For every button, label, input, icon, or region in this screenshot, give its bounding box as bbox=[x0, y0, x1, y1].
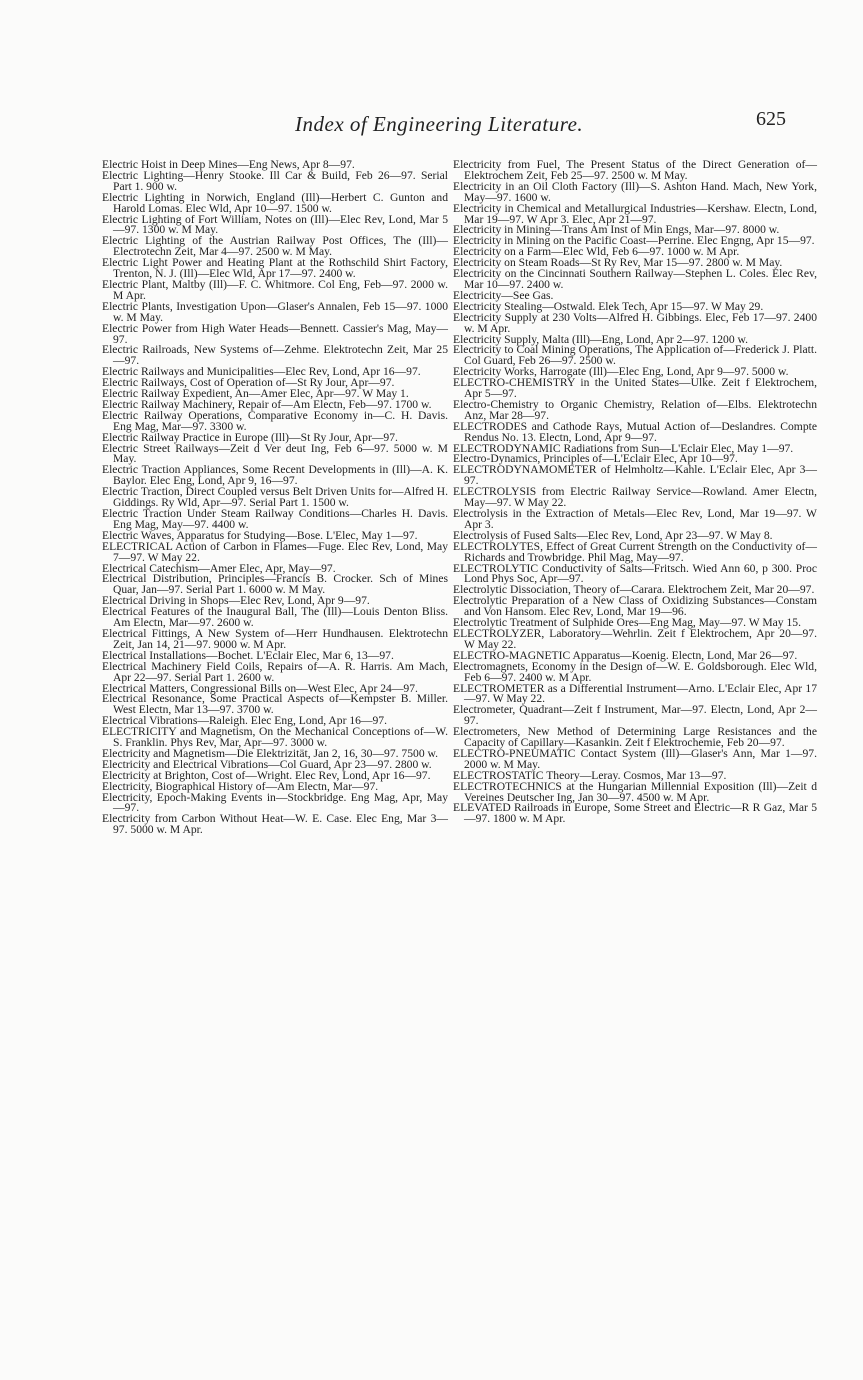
index-entry: ELECTRO-PNEUMATIC Contact System (Ill)—Glaser's Ann, Mar 1—97. 2000 w. M May. bbox=[453, 746, 817, 771]
index-entry: Electrometers, New Method of Determining Large Resistances and the Capacity of Capillary—Kasankin. Zeit f Elektrochemie, Feb 20—97. bbox=[453, 725, 817, 750]
index-entry: Electrical Machinery Field Coils, Repairs of—A. R. Harris. Am Mach, Apr 22—97. Serial Part 1. 2600 w. bbox=[102, 659, 448, 684]
index-entry: Electrometer, Quadrant—Zeit f Instrument, Mar—97. Electn, Lond, Apr 2—97. bbox=[453, 703, 817, 728]
index-entry: Electricity, Epoch-Making Events in—Stockbridge. Eng Mag, Apr, May—97. bbox=[102, 790, 448, 815]
index-entry: Electric Plant, Maltby (Ill)—F. C. Whitmore. Col Eng, Feb—97. 2000 w. M Apr. bbox=[102, 277, 448, 302]
index-entry: ELECTROLYTES, Effect of Great Current Strength on the Conductivity of—Richards and Trowbridge. Phil Mag, May—97. bbox=[453, 539, 817, 564]
running-header-title: Index of Engineering Literature. bbox=[295, 112, 584, 136]
index-entry: Electrical Distribution, Principles—Francis B. Crocker. Sch of Mines Quar, Jan—97. Serial Part 1. 6000 w. M May. bbox=[102, 572, 448, 597]
index-entry: Electricity to Coal Mining Operations, The Application of—Frederick J. Platt. Col Guard, Feb 26—97. 2500 w. bbox=[453, 343, 817, 368]
index-entry: Electrical Installations—Bochet. L'Eclair Elec, Mar 6, 13—97. bbox=[102, 648, 394, 662]
index-entry: ELECTRODES and Cathode Rays, Mutual Action of—Deslandres. Compte Rendus No. 13. Electn, Lond, Apr 9—97. bbox=[453, 419, 817, 444]
index-entry: Electricity in Mining on the Pacific Coast—Perrine. Elec Engng, Apr 15—97. bbox=[453, 234, 815, 248]
index-entry: Electrolysis in the Extraction of Metals—Elec Rev, Lond, Mar 19—97. W Apr 3. bbox=[453, 507, 817, 531]
index-entry: Electricity—See Gas. bbox=[453, 288, 554, 302]
index-entry: ELECTROLYZER, Laboratory—Wehrlin. Zeit f Elektrochem, Apr 20—97. W May 22. bbox=[453, 626, 817, 651]
index-entry: Electricity Works, Harrogate (Ill)—Elec Eng, Lond, Apr 9—97. 5000 w. bbox=[453, 365, 789, 379]
index-entry: Electrical Fittings, A New System of—Herr Hundhausen. Elektrotechn Zeit, Jan 14, 21—97. 9000 w. M Apr. bbox=[102, 626, 448, 651]
index-entry: Electric Traction Under Steam Railway Conditions—Charles H. Davis. Eng Mag, May—97. 4400 w. bbox=[102, 507, 448, 531]
index-entry: Electric Street Railways—Zeit d Ver deut Ing, Feb 6—97. 5000 w. M May. bbox=[102, 441, 448, 466]
index-entry: ELECTROMETER as a Differential Instrument—Arno. L'Eclair Elec, Apr 17—97. W May 22. bbox=[453, 681, 817, 706]
index-entry: Electricity on a Farm—Elec Wld, Feb 6—97. 1000 w. M Apr. bbox=[453, 245, 740, 259]
index-entry: Electric Light Power and Heating Plant at the Rothschild Shirt Factory, Trenton, N. J. (Ill)—Elec Wld, Apr 17—97. 2400 w. bbox=[102, 256, 448, 281]
index-entry: Electricity in Chemical and Metallurgical Industries—Kershaw. Electn, Lond, Mar 19—97. W Apr 3. Elec, Apr 21—97. bbox=[453, 201, 817, 226]
index-entry: Electric Railroads, New Systems of—Zehme. Elektrotechn Zeit, Mar 25—97. bbox=[102, 343, 448, 368]
index-entry: Electric Lighting in Norwich, England (Ill)—Herbert C. Gunton and Harold Lomas. Elec Wld, Apr 10—97. 1500 w. bbox=[102, 190, 448, 215]
index-entry: Electric Lighting of the Austrian Railway Post Offices, The (Ill)—Electrotechn Zeit, Mar 4—97. 2500 w. M May. bbox=[102, 234, 448, 259]
index-entry: Electric Power from High Water Heads—Bennett. Cassier's Mag, May—97. bbox=[102, 321, 448, 346]
index-entry: Electrical Vibrations—Raleigh. Elec Eng, Lond, Apr 16—97. bbox=[102, 714, 388, 728]
index-entry: Electro-Chemistry to Organic Chemistry, Relation of—Elbs. Elektrotechn Anz, Mar 28—97. bbox=[453, 397, 817, 422]
index-entry: Electrical Features of the Inaugural Ball, The (Ill)—Louis Denton Bliss. Am Electn, Mar—97. 2600 w. bbox=[102, 605, 448, 630]
index-entry: ELECTRODYNAMIC Radiations from Sun—L'Eclair Elec, May 1—97. bbox=[453, 441, 794, 455]
index-entry: Electricity in Mining—Trans Am Inst of Min Engs, Mar—97. 8000 w. bbox=[453, 223, 780, 237]
index-entry: Electro-Dynamics, Principles of—L'Eclair Elec, Apr 10—97. bbox=[453, 452, 738, 466]
index-entry: Electric Railway Machinery, Repair of—Am Electn, Feb—97. 1700 w. bbox=[102, 397, 432, 411]
index-entry: Electricity Supply, Malta (Ill)—Eng, Lond, Apr 2—97. 1200 w. bbox=[453, 332, 749, 346]
index-entry: Electrical Resonance, Some Practical Aspects of—Kempster B. Miller. West Electn, Mar 13—97. 3700 w. bbox=[102, 692, 448, 717]
index-entry: Electricity from Carbon Without Heat—W. E. Case. Elec Eng, Mar 3—97. 5000 w. M Apr. bbox=[102, 812, 448, 837]
index-entry: Electricity from Fuel, The Present Status of the Direct Generation of—Elektrochem Zeit, Feb 25—97. 2500 w. M May. bbox=[453, 158, 817, 182]
index-entry: Electricity on Steam Roads—St Ry Rev, Mar 15—97. 2800 w. M May. bbox=[453, 256, 783, 270]
index-entry: Electrical Matters, Congressional Bills on—West Elec, Apr 24—97. bbox=[102, 681, 418, 695]
index-entry: Electricity Stealing—Ostwald. Elek Tech, Apr 15—97. W May 29. bbox=[453, 299, 764, 313]
index-entry: ELECTRO-CHEMISTRY in the United States—Ulke. Zeit f Elektrochem, Apr 5—97. bbox=[453, 376, 817, 401]
index-entry: Electric Railway Expedient, An—Amer Elec, Apr—97. W May 1. bbox=[102, 387, 409, 401]
index-entry: Electrical Driving in Shops—Elec Rev, Lond, Apr 9—97. bbox=[102, 594, 370, 608]
index-entry: Electric Lighting—Henry Stooke. Ill Car & Build, Feb 26—97. Serial Part 1. 900 w. bbox=[102, 168, 448, 193]
index-entry: Electric Plants, Investigation Upon—Glaser's Annalen, Feb 15—97. 1000 w. M May. bbox=[102, 299, 448, 324]
index-entry: Electric Railway Practice in Europe (Ill)—St Ry Jour, Apr—97. bbox=[102, 430, 398, 444]
index-entry: ELECTRICITY and Magnetism, On the Mechanical Conceptions of—W. S. Franklin. Phys Rev, Mar, Apr—97. 3000 w. bbox=[102, 725, 448, 750]
page-number: 625 bbox=[756, 108, 786, 130]
index-entry: ELECTRODYNAMOMETER of Helmholtz—Kahle. L'Eclair Elec, Apr 3—97. bbox=[453, 463, 817, 488]
index-entry: Electric Lighting of Fort William, Notes on (Ill)—Elec Rev, Lond, Mar 5—97. 1300 w. M May. bbox=[102, 212, 448, 237]
index-entry: Electric Traction Appliances, Some Recent Developments in (Ill)—A. K. Baylor. Elec Eng, Lond, Apr 9, 16—97. bbox=[102, 463, 448, 488]
index-entry: Electrical Catechism—Amer Elec, Apr, May—97. bbox=[102, 561, 336, 575]
index-entry: ELECTROLYTIC Conductivity of Salts—Fritsch. Wied Ann 60, p 300. Proc Lond Phys Soc, Apr—97. bbox=[453, 561, 817, 586]
index-entry: ELECTROLYSIS from Electric Railway Service—Rowland. Amer Electn, May—97. W May 22. bbox=[453, 485, 817, 510]
index-entry: Electric Waves, Apparatus for Studying—Bose. L'Elec, May 1—97. bbox=[102, 528, 418, 542]
index-entry: Electric Railways and Municipalities—Elec Rev, Lond, Apr 16—97. bbox=[102, 365, 421, 379]
index-entry: Electromagnets, Economy in the Design of—W. E. Goldsborough. Elec Wld, Feb 6—97. 2400 w. M Apr. bbox=[453, 659, 817, 684]
index-entry: Electrolytic Treatment of Sulphide Ores—Eng Mag, May—97. W May 15. bbox=[453, 616, 801, 630]
index-entry: ELECTROTECHNICS at the Hungarian Millennial Exposition (Ill)—Zeit d Vereines Deutscher Ing, Jan 30—97. 4500 w. M Apr. bbox=[453, 779, 817, 804]
index-entry: Electricity, Biographical History of—Am Electn, Mar—97. bbox=[102, 779, 379, 793]
index-entry: ELECTRO-MAGNETIC Apparatus—Koenig. Electn, Lond, Mar 26—97. bbox=[453, 648, 798, 662]
index-entry: Electricity on the Cincinnati Southern Railway—Stephen L. Coles. Elec Rev, Mar 10—97. 2400 w. bbox=[453, 267, 817, 291]
index-entry: Electric Railway Operations, Comparative Economy in—C. H. Davis. Eng Mag, Mar—97. 3300 w. bbox=[102, 408, 448, 433]
index-entry: Electrolysis of Fused Salts—Elec Rev, Lond, Apr 23—97. W May 8. bbox=[453, 528, 773, 542]
index-entry: ELECTROSTATIC Theory—Leray. Cosmos, Mar 13—97. bbox=[453, 768, 727, 782]
index-entry: Electricity and Electrical Vibrations—Col Guard, Apr 23—97. 2800 w. bbox=[102, 757, 432, 771]
index-entry: Electricity Supply at 230 Volts—Alfred H. Gibbings. Elec, Feb 17—97. 2400 w. M Apr. bbox=[453, 310, 817, 335]
index-column-right bbox=[453, 160, 817, 825]
index-entry: ELECTRICAL Action of Carbon in Flames—Fuge. Elec Rev, Lond, May 7—97. W May 22. bbox=[102, 539, 448, 564]
index-entry: Electricity in an Oil Cloth Factory (Ill)—S. Ashton Hand. Mach, New York, May—97. 1600 w. bbox=[453, 179, 817, 204]
index-entry: ELEVATED Railroads in Europe, Some Street and Electric—R R Gaz, Mar 5—97. 1800 w. M Apr. bbox=[453, 801, 817, 826]
index-column-left bbox=[102, 160, 448, 836]
index-entry: Electricity at Brighton, Cost of—Wright. Elec Rev, Lond, Apr 16—97. bbox=[102, 768, 431, 782]
index-entry: Electrolytic Preparation of a New Class of Oxidizing Substances—Constam and Von Hansom. Elec Rev, Lond, Mar 19—96. bbox=[453, 594, 817, 619]
index-entry: Electricity and Magnetism—Die Elektrizität, Jan 2, 16, 30—97. 7500 w. bbox=[102, 746, 439, 760]
index-entry: Electric Traction, Direct Coupled versus Belt Driven Units for—Alfred H. Giddings. Ry Wld, Apr—97. Serial Part 1. 1500 w. bbox=[102, 485, 448, 510]
index-entry: Electrolytic Dissociation, Theory of—Carara. Elektrochem Zeit, Mar 20—97. bbox=[453, 583, 815, 597]
index-entry: Electric Hoist in Deep Mines—Eng News, Apr 8—97. bbox=[102, 158, 355, 171]
index-entry: Electric Railways, Cost of Operation of—St Ry Jour, Apr—97. bbox=[102, 376, 395, 390]
